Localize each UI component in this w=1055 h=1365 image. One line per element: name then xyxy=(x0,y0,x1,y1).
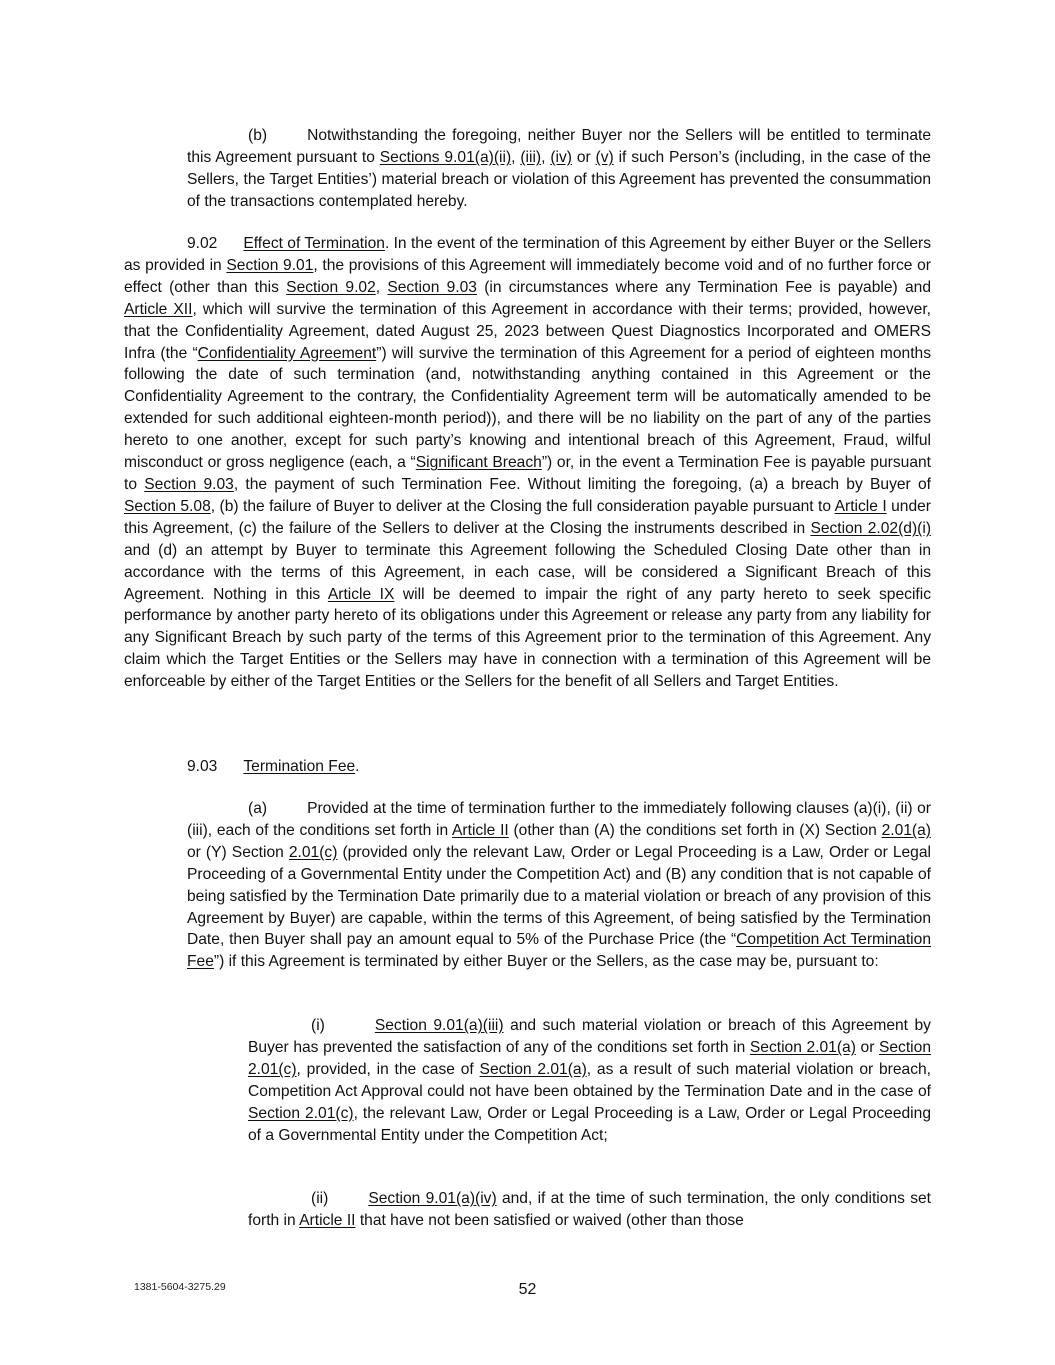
section-heading: Effect of Termination xyxy=(243,235,385,252)
cross-reference-link: Section 2.02(d)(i) xyxy=(810,519,932,537)
cross-reference-link: Article XII xyxy=(124,300,193,318)
cross-reference-link: Section 2.01(a) xyxy=(749,1038,856,1056)
section-9-01-b-paragraph: (b) Notwithstanding the foregoing, neither Buyer nor the Sellers will be entitled to terminate this Agreement pursuant to Sections 9.01(a)(ii), (iii), (iv) or (v) if such Person’s (including, in the case of the Sellers, the Target Entities’) material breach or violation of this Agreement has prevented the consummation of the transactions contemplated hereby. xyxy=(187,127,931,210)
section-9-03-a-i-paragraph: (i) Section 9.01(a)(iii) and such material violation or breach of this Agreement by Buyer has prevented the satisfaction of any of the conditions set forth in Section 2.01(a) or Section 2.01(c), provided, in the case of Section 2.01(a), as a result of such material violation or breach, Competition Act Approval could not have been obtained by the Termination Date and in the case of Section 2.01(c), the relevant Law, Order or Legal Proceeding is a Law, Order or Legal Proceeding of a Governmental Entity under the Competition Act; xyxy=(248,1017,931,1144)
section-heading: Termination Fee xyxy=(243,758,356,775)
cross-reference-link: Section 2.01(a) xyxy=(479,1060,587,1078)
section-number: 9.02 xyxy=(187,235,218,252)
cross-reference-link: Section 9.03 xyxy=(387,278,477,296)
cross-reference-link: Section 9.03 xyxy=(144,475,234,493)
cross-reference-link: Article IX xyxy=(327,585,395,603)
cross-reference-link: Article II xyxy=(299,1211,356,1229)
clause-label: (a) xyxy=(248,800,268,817)
cross-reference-link: Section 9.01(a)(iv) xyxy=(368,1190,497,1207)
clause-label: (b) xyxy=(248,127,268,144)
cross-reference-link: Article II xyxy=(452,821,509,839)
cross-reference-link: (v) xyxy=(595,148,614,166)
cross-reference-link: 2.01(a) xyxy=(881,821,931,839)
cross-reference-link: Sections 9.01(a)(ii) xyxy=(379,148,512,166)
section-number: 9.03 xyxy=(187,758,218,775)
document-id-footer: 1381-5604-3275.29 xyxy=(134,1281,226,1293)
cross-reference-link: Section 9.02 xyxy=(286,278,376,296)
clause-label: (i) xyxy=(311,1017,325,1034)
defined-term: Competition Act Termination Fee xyxy=(187,931,931,971)
section-9-03-heading: 9.03 Termination Fee. xyxy=(187,758,360,775)
cross-reference-link: Section 2.01(c) xyxy=(248,1104,354,1122)
defined-term: Confidentiality Agreement xyxy=(197,344,377,362)
section-9-03-a-ii-paragraph: (ii) Section 9.01(a)(iv) and, if at the time of such termination, the only conditions set forth in Article II that have not been satisfied or waived (other than those xyxy=(248,1190,931,1229)
cross-reference-link: (iii) xyxy=(520,148,542,166)
cross-reference-link: Section 9.01(a)(iii) xyxy=(374,1017,504,1034)
section-9-02-paragraph: 9.02 Effect of Termination. In the event of the termination of this Agreement by either Buyer or the Sellers as provided in Section 9.01, the provisions of this Agreement will immediately become void and of no further force or effect (other than this Section 9.02, Section 9.03 (in circumstances where any Termination Fee is payable) and Article XII, which will survive the termination of this Agreement in accordance with their terms; provided, however, that the Confidentiality Agreement, dated August 25, 2023 between Quest Diagnostics Incorporated and OMERS Infra (the “Confidentiality Agreement”) will survive the termination of this Agreement for a period of eighteen months following the date of such termination (and, notwithstanding anything contained in this Agreement or the Confidentiality Agreement to the contrary, the Confidentiality Agreement term will be automatically amended to be extended for such additional eighteen-month period)), and there will be no liability on the part of any of the parties hereto to one another, except for such party’s knowing and intentional breach of this Agreement, Fraud, wilful misconduct or gross negligence (each, a “Significant Breach”) or, in the event a Termination Fee is payable pursuant to Section 9.03, the payment of such Termination Fee. Without limiting the foregoing, (a) a breach by Buyer of Section 5.08, (b) the failure of Buyer to deliver at the Closing the full consideration payable pursuant to Article I under this Agreement, (c) the failure of the Sellers to deliver at the Closing the instruments described in Section 2.02(d)(i) and (d) an attempt by Buyer to terminate this Agreement following the Scheduled Closing Date other than in accordance with the terms of this Agreement, in each case, will be considered a Significant Breach of this Agreement. Nothing in this Article IX will be deemed to impair the right of any party hereto to seek specific performance by another party hereto of its obligations under this Agreement or release any party from any liability for any Significant Breach by such party of the terms of this Agreement prior to the termination of this Agreement. Any claim which the Target Entities or the Sellers may have in connection with a termination of this Agreement will be enforceable by either of the Target Entities or the Sellers for the benefit of all Sellers and Target Entities. xyxy=(124,235,932,691)
cross-reference-link: (iv) xyxy=(550,148,572,166)
cross-reference-link: Article I xyxy=(834,497,887,515)
cross-reference-link: Section 2.01(c) xyxy=(248,1038,931,1078)
defined-term: Significant Breach xyxy=(415,454,542,472)
cross-reference-link: 2.01(c) xyxy=(288,843,338,861)
clause-label: (ii) xyxy=(311,1190,329,1207)
cross-reference-link: Section 9.01 xyxy=(226,256,314,274)
page-number: 52 xyxy=(518,1281,537,1298)
section-9-03-a-paragraph: (a) Provided at the time of termination further to the immediately following clauses (a)(i), (ii) or (iii), each of the conditions set forth in Article II (other than (A) the conditions set forth in (X) Section 2.01(a) or (Y) Section 2.01(c) (provided only the relevant Law, Order or Legal Proceeding is a Law, Order or Legal Proceeding of a Governmental Entity under the Competition Act) and (B) any condition that is not capable of being satisfied by the Termination Date primarily due to a material violation or breach of any provision of this Agreement by Buyer) are capable, within the terms of this Agreement, of being satisfied by the Termination Date, then Buyer shall pay an amount equal to 5% of the Purchase Price (the “Competition Act Termination Fee”) if this Agreement is terminated by either Buyer or the Sellers, as the case may be, pursuant to: xyxy=(187,800,931,971)
cross-reference-link: Section 5.08 xyxy=(124,497,211,515)
